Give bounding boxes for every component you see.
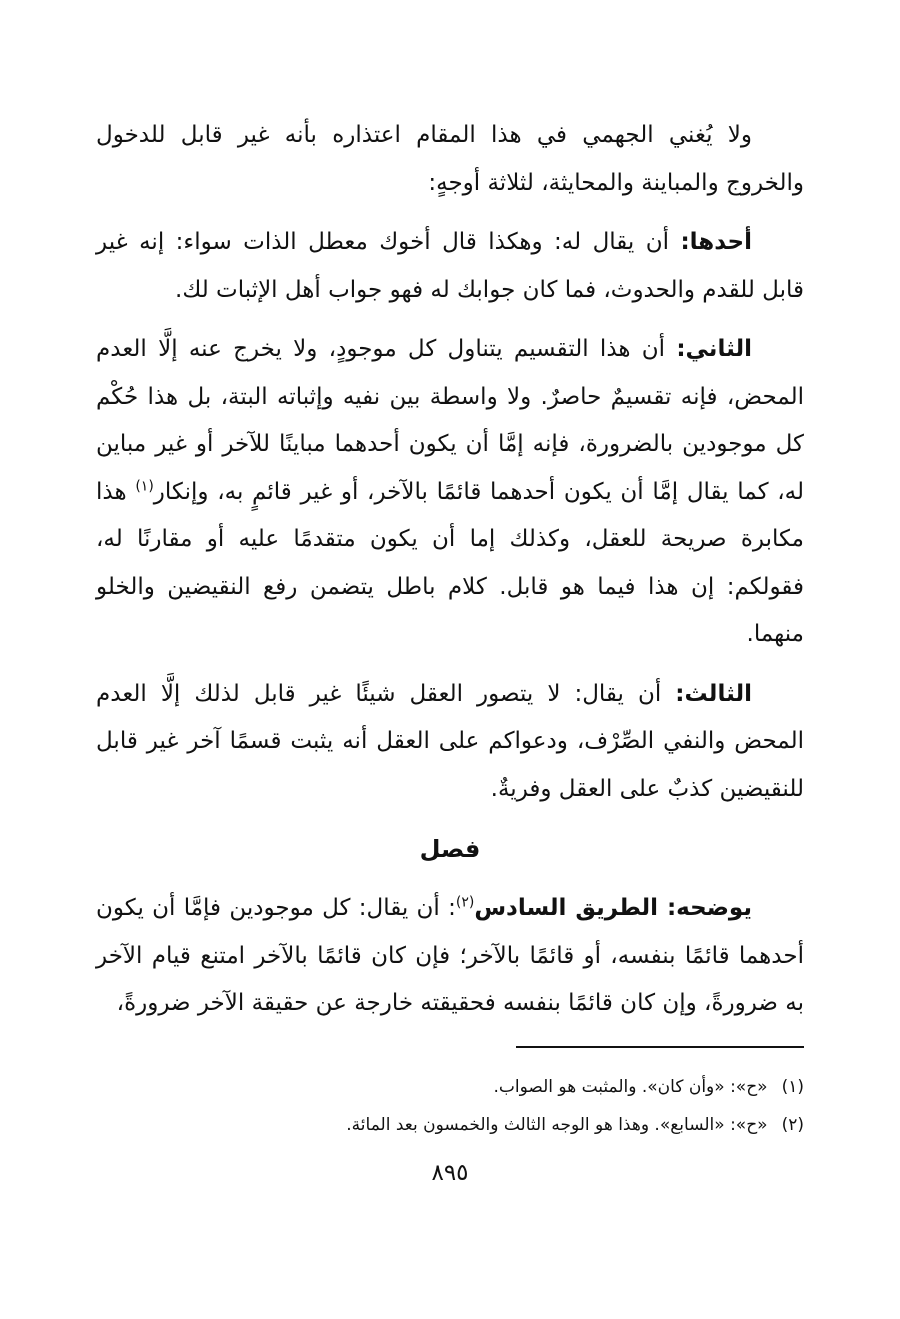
footnote-1 <box>96 1068 804 1106</box>
footnote-ref-1[interactable]: (١) <box>135 477 154 494</box>
paragraph-body-continued: هذا مكابرة صريحة للعقل، وكذلك إما أن يكون متقدمًا عليه أو مقارنًا له، فقولكم: إن هذا فيما هو قابل. كلام باطل يتضمن رفع النقيضين والخلو منهما. <box>96 478 804 647</box>
footnote-divider <box>516 1046 804 1048</box>
paragraph-sixth-path <box>96 885 804 1028</box>
paragraph-lead: أحدها: <box>680 229 752 255</box>
footnote-ref-2[interactable]: (٢) <box>455 894 475 911</box>
main-text <box>96 112 804 1040</box>
paragraph-body: أن يقال له: وهكذا قال أخوك معطل الذات سواء: إنه غير قابل للقدم والحدوث، فما كان جوابك له فهو جواب أهل الإثبات لك. <box>96 229 804 303</box>
section-heading: فصل <box>419 835 481 863</box>
footnote-number: (٢) <box>781 1115 804 1135</box>
paragraph-body: : أن يقال: كل موجودين فإمَّا أن يكون أحدهما قائمًا بنفسه، أو قائمًا بالآخر؛ فإن كان قائمًا بالآخر امتنع قيام الآخر به ضرورةً، وإن كان قائمًا بنفسه فحقيقته خارجة عن حقيقة الآخر ضرورةً، <box>96 895 804 1016</box>
paragraph-lead: الثالث: <box>675 680 752 707</box>
paragraph-lead: الثاني: <box>676 336 752 362</box>
footnotes <box>96 1068 804 1144</box>
paragraph-intro: ولا يُغني الجهمي في هذا المقام اعتذاره بأنه غير قابل للدخول والخروج والمباينة والمحايثة، لثلاثة أوجهٍ: <box>96 122 804 196</box>
footnote-number: (١) <box>781 1077 804 1097</box>
paragraph-body: أن يقال: لا يتصور العقل شيئًا غير قابل لذلك إلَّا العدم المحض والنفي الصِّرْف، ودعواكم على العقل أنه يثبت قسمًا آخر غير قابل للنقيضين كذبٌ على العقل وفريةٌ. <box>96 680 804 802</box>
paragraph-second-aspect <box>96 326 804 659</box>
footnote-text: «ح»: «وأن كان». والمثبت هو الصواب. <box>493 1077 768 1097</box>
paragraph-lead: يوضحه: الطريق السادس <box>474 895 752 921</box>
page-number: ٨٩٥ <box>431 1160 469 1186</box>
paragraph-third-aspect <box>96 671 804 814</box>
footnote-text: «ح»: «السابع». وهذا هو الوجه الثالث والخمسون بعد المائة. <box>346 1115 768 1135</box>
paragraph-first-aspect <box>96 219 804 314</box>
footnote-2 <box>96 1106 804 1144</box>
paragraph-body: أن هذا التقسيم يتناول كل موجودٍ، ولا يخرج عنه إلَّا العدم المحض، فإنه تقسيمٌ حاصرٌ. ولا واسطة بين نفيه وإثباته البتة، بل هذا حُكْم كل موجودين بالضرورة، فإنه إمَّا أن يكون أحدهما مباينًا للآخر أو غير مباين له، كما يقال إمَّا أن يكون أحدهما قائمًا بالآخر، أو غير قائمٍ به، وإنكار <box>96 336 805 505</box>
